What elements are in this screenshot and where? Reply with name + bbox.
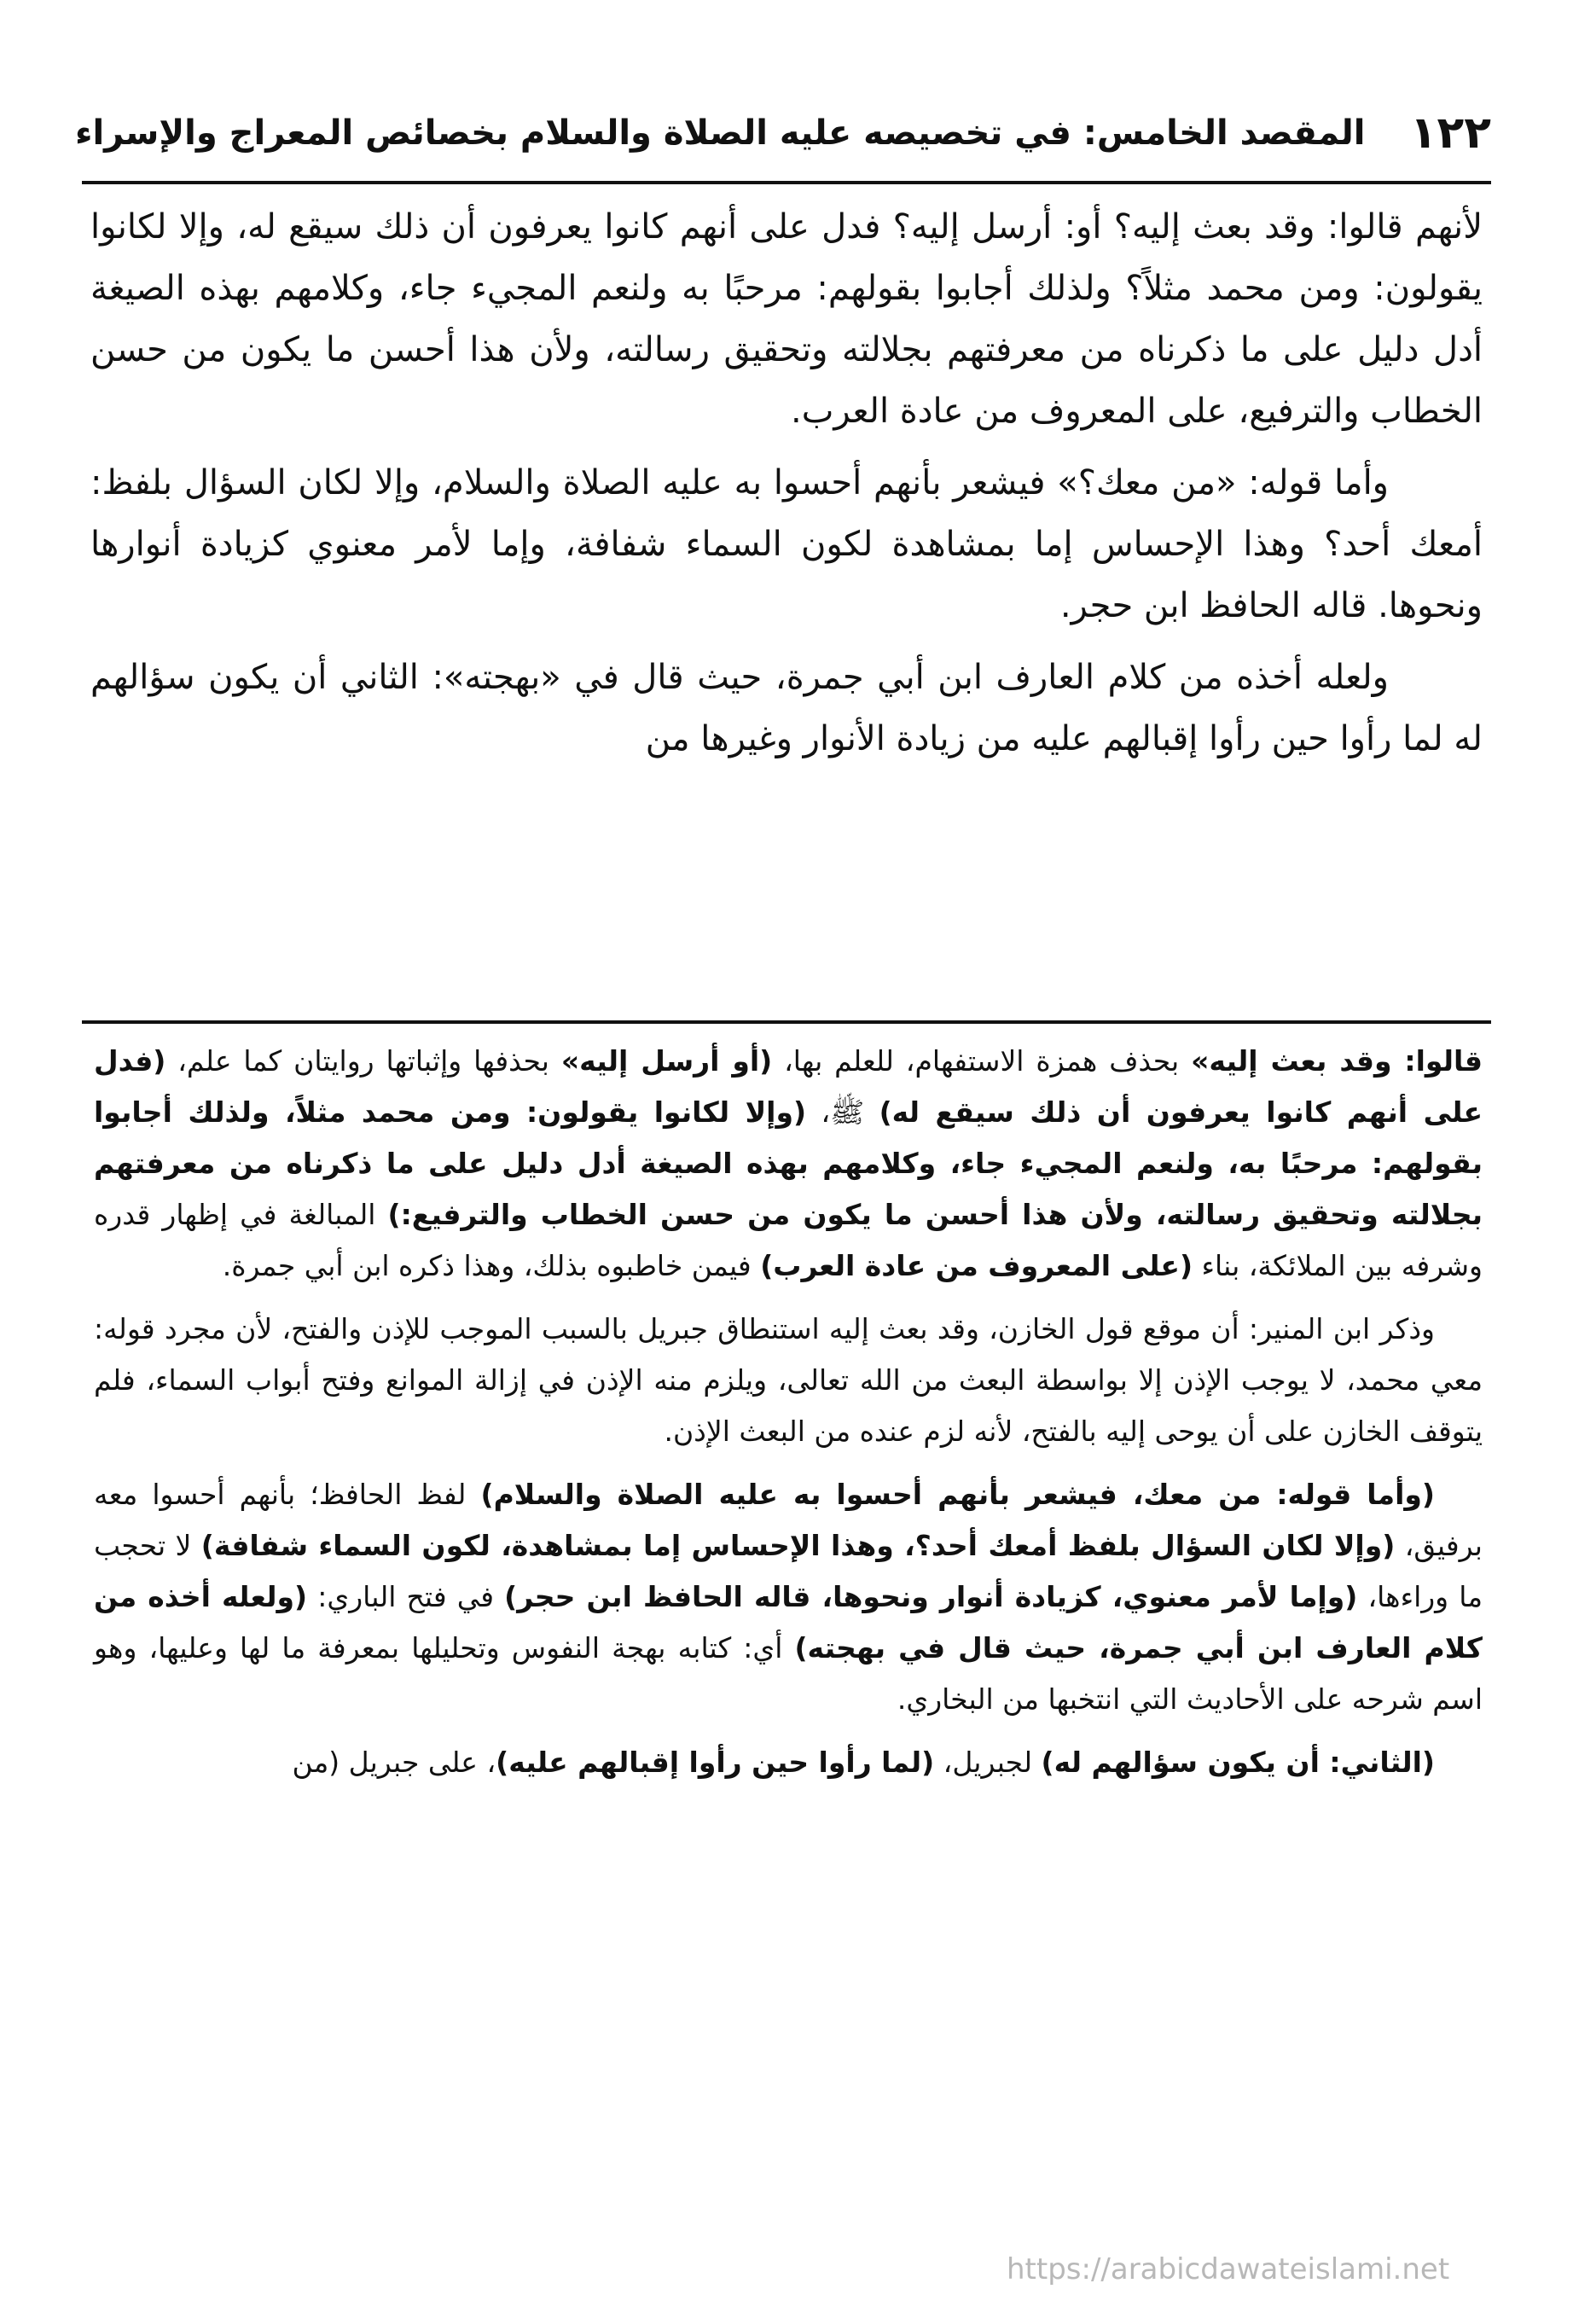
commentary-text: أي: كتابه بهجة النفوس وتحليلها بمعرفة ما لها وعليها، وهو اسم شرحه على الأحاديث التي انتخبها من البخاري. — [94, 1631, 1483, 1716]
quoted-text: (فدل على أنهم كانوا يعرفون أن ذلك سيقع له) — [94, 1044, 1483, 1129]
header-divider — [82, 181, 1491, 184]
commentary-section — [94, 1036, 1483, 1800]
quoted-text: (ولعله أخذه من كلام العارف ابن أبي جمرة، حيث قال في بهجته) — [94, 1580, 1483, 1665]
quoted-text: (على المعروف من عادة العرب) — [760, 1249, 1193, 1282]
quoted-text: (أو أرسل إليه» — [560, 1044, 773, 1078]
main-paragraph: وأما قوله: «من معك؟» فيشعر بأنهم أحسوا به عليه الصلاة والسلام، وإلا لكان السؤال بلفظ: أمعك أحد؟ وهذا الإحساس إما بمشاهدة لكون السماء شفافة، وإما لأمر معنوي كزيادة أنوارها ونحوها. قاله الحافظ ابن حجر. — [90, 463, 1483, 625]
commentary-text: ، على جبريل (من — [292, 1746, 496, 1779]
commentary-divider — [82, 1020, 1491, 1024]
main-paragraph: لأنهم قالوا: وقد بعث إليه؟ أو: أرسل إليه؟ فدل على أنهم كانوا يعرفون أن ذلك سيقع له، وإلا لكانوا يقولون: ومن محمد مثلاً؟ ولذلك أجابوا بقولهم: مرحبًا به ولنعم المجيء جاء، وكلامهم بهذه الصيغة أدل دليل على ما ذكرناه من معرفتهم بجلالته وتحقيق رسالته، ولأن هذا أحسن ما يكون من حسن الخطاب والترفيع، على المعروف من عادة العرب. — [90, 207, 1483, 431]
commentary-text: لا تحجب ما وراءها، — [94, 1529, 1483, 1613]
watermark-url: https://arabicdawateislami.net — [1007, 2252, 1450, 2286]
commentary-text: في فتح الباري: — [307, 1580, 505, 1613]
commentary-paragraph — [94, 1469, 1483, 1725]
quoted-text: (وإما لأمر معنوي، كزيادة أنوار ونحوها، قاله الحافظ ابن حجر) — [504, 1580, 1358, 1613]
quoted-text: (وأما قوله: من معك، فيشعر بأنهم أحسوا به عليه الصلاة والسلام) — [480, 1478, 1435, 1511]
commentary-paragraph: وذكر ابن المنير: أن موقع قول الخازن، وقد بعث إليه استنطاق جبريل بالسبب الموجب للإذن والفتح، لأن مجرد قوله: معي محمد، لا يوجب الإذن إلا بواسطة البعث من الله تعالى، ويلزم منه الإذن في إزالة الموانع وفتح أبواب السماء، فلم يتوقف الخازن على أن يوحى إليه بالفتح، لأنه لزم عنده من البعث الإذن. — [94, 1312, 1483, 1448]
commentary-text: المبالغة في إظهار قدره وشرفه بين الملائكة، بناء — [94, 1198, 1483, 1282]
main-paragraph: ولعله أخذه من كلام العارف ابن أبي جمرة، حيث قال في «بهجته»: الثاني أن يكون سؤالهم له لما رأوا حين رأوا إقبالهم عليه من زيادة الأنوار وغيرها من — [90, 658, 1483, 758]
commentary-paragraph — [94, 1737, 1483, 1788]
page-number: ١٢٢ — [1409, 107, 1491, 159]
commentary-text: لجبريل، — [934, 1746, 1042, 1779]
quoted-text: (الثاني: أن يكون سؤالهم له) — [1041, 1746, 1435, 1779]
commentary-text: ﷺ، — [806, 1095, 879, 1129]
commentary-text: بحذفها وإثباتها روايتان كما علم، — [165, 1044, 561, 1078]
quoted-text: (وإلا لكانوا يقولون: ومن محمد مثلاً، ولذلك أجابوا بقولهم: مرحبًا به، ولنعم المجيء جاء، وكلامهم بهذه الصيغة أدل دليل على ما ذكرناه من معرفتهم بجلالته وتحقيق رسالته، ولأن هذا أحسن ما يكون من حسن الخطاب والترفيع:) — [94, 1095, 1483, 1231]
commentary-paragraph — [94, 1036, 1483, 1292]
quoted-text: (لما رأوا حين رأوا إقبالهم عليه) — [496, 1746, 935, 1779]
commentary-text: فيمن خاطبوه بذلك، وهذا ذكره ابن أبي جمرة. — [222, 1249, 761, 1282]
page-header — [75, 94, 1491, 172]
commentary-text: بحذف همزة الاستفهام، للعلم بها، — [772, 1044, 1192, 1078]
quoted-text: قالوا: وقد بعث إليه» — [1191, 1044, 1483, 1078]
quoted-text: (وإلا لكان السؤال بلفظ أمعك أحد؟، وهذا الإحساس إما بمشاهدة، لكون السماء شفافة) — [200, 1529, 1396, 1562]
commentary-text: لفظ الحافظ؛ بأنهم أحسوا معه برفيق، — [94, 1478, 1483, 1562]
running-title: المقصد الخامس: في تخصيصه عليه الصلاة والسلام بخصائص المعراج والإسراء — [75, 113, 1366, 153]
main-text — [90, 196, 1483, 780]
